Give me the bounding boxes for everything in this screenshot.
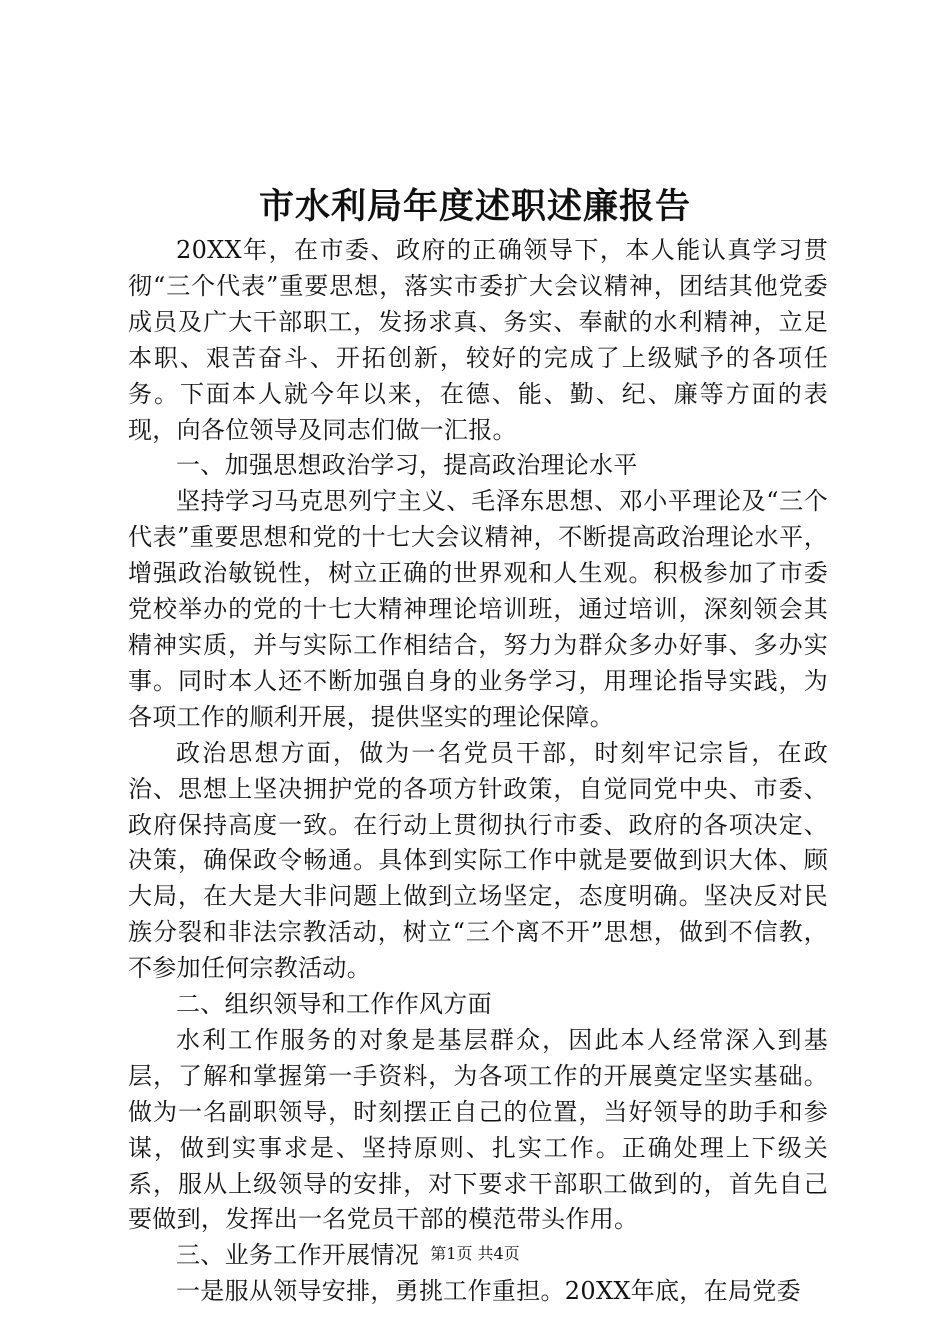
section-heading-2: 二、组织领导和工作作风方面 [176,990,492,1019]
paragraph-work: 一是服从领导安排，勇挑工作重担。20XX年底，在局党委 [176,1277,801,1306]
document-title: 市水利局年度述职述廉报告 [258,186,691,227]
section-heading-1: 一、加强思想政治学习，提高政治理论水平 [176,451,638,480]
paragraph-intro: 20XX年，在市委、政府的正确领导下，本人能认真学习贯彻“三个代表”重要思想，落实市委扩大会议精神，团结其他党委成员及广大干部职工，发扬求真、务实、奉献的水利精神，立足本职、艰苦奋斗、开拓创新，较好的完成了上级赋予的各项任务。下面本人就今年以来，在德、能、勤、纪、廉等方面的表现，向各位领导及同志们做一汇报。 [128,236,828,444]
page-footer: 第1页 共4页 [430,1244,520,1263]
paragraph-politics: 政治思想方面，做为一名党员干部，时刻牢记宗旨，在政治、思想上坚决拥护党的各项方针政策，自觉同党中央、市委、政府保持高度一致。在行动上贯彻执行市委、政府的各项决定、决策，确保政令畅通。具体到实际工作中就是要做到识大体、顾大局，在大是大非问题上做到立场坚定，态度明确。坚决反对民族分裂和非法宗教活动，树立“三个离不开”思想，做到不信教，不参加任何宗教活动。 [128,738,828,983]
section-heading-3: 三、业务工作开展情况 [176,1241,419,1270]
paragraph-leadership: 水利工作服务的对象是基层群众，因此本人经常深入到基层，了解和掌握第一手资料，为各项工作的开展奠定坚实基础。做为一名副职领导，时刻摆正自己的位置，当好领导的助手和参谋，做到实事求是、坚持原则、扎实工作。正确处理上下级关系，服从上级领导的安排，对下要求干部职工做到的，首先自己要做到，发挥出一名党员干部的模范带头作用。 [128,1025,828,1234]
paragraph-study: 坚持学习马克思列宁主义、毛泽东思想、邓小平理论及“三个代表”重要思想和党的十七大会议精神，不断提高政治理论水平，增强政治敏锐性，树立正确的世界观和人生观。积极参加了市委党校举办的党的十七大精神理论培训班，通过培训，深刻领会其精神实质，并与实际工作相结合，努力为群众多办好事、多办实事。同时本人还不断加强自身的业务学习，用理论指导实践，为各项工作的顺利开展，提供坚实的理论保障。 [128,487,828,731]
document-body [128,233,828,1310]
